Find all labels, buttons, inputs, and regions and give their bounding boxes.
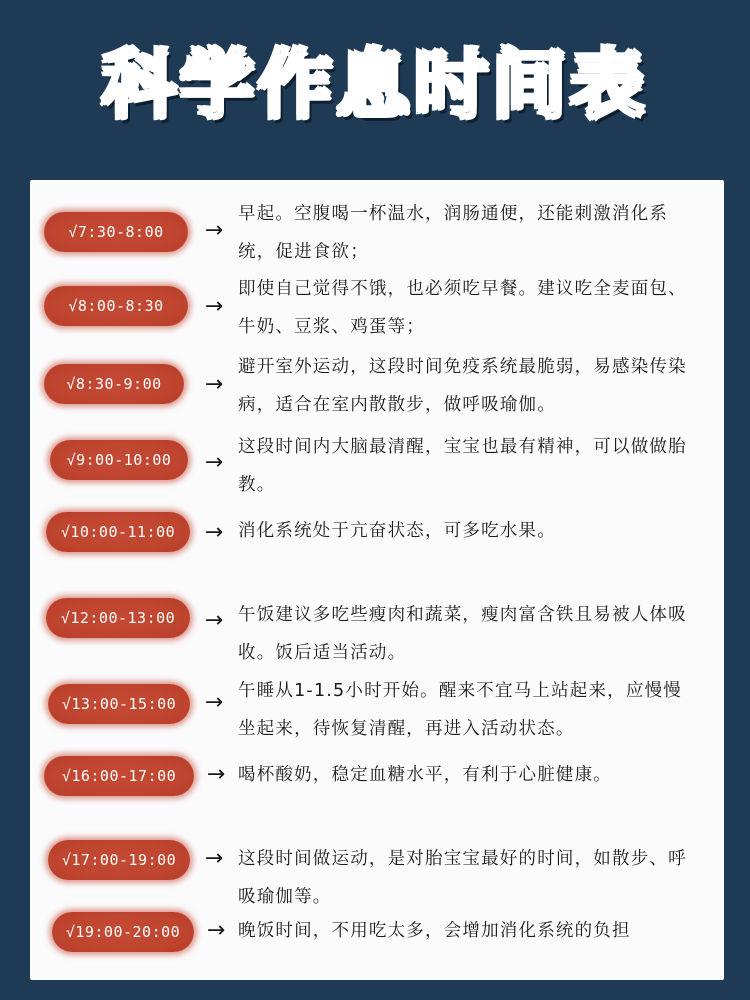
schedule-text: 消化系统处于亢奋状态，可多吃水果。	[238, 521, 556, 541]
time-badge: √8:00-8:30	[44, 286, 188, 326]
arrow-right-icon: →	[204, 218, 224, 243]
time-badge: √9:00-10:00	[50, 440, 188, 480]
arrow-right-icon: →	[204, 450, 224, 475]
schedule-text: 午睡从1-1.5小时开始。醒来不宜马上站起来，应慢慢坐起来，待恢复清醒，再进入活动状态。	[238, 681, 682, 739]
time-badge: √13:00-15:00	[48, 684, 190, 724]
schedule-text: 晚饭时间，不用吃太多，会增加消化系统的负担	[238, 921, 631, 941]
arrow-right-icon: →	[204, 608, 224, 633]
arrow-right-icon: →	[204, 520, 224, 545]
schedule-text: 这段时间做运动，是对胎宝宝最好的时间，如散步、呼吸瑜伽等。	[238, 849, 687, 907]
schedule-text: 即使自己觉得不饿，也必须吃早餐。建议吃全麦面包、牛奶、豆浆、鸡蛋等；	[238, 279, 687, 337]
arrow-right-icon: →	[204, 846, 224, 871]
time-badge: √8:30-9:00	[44, 364, 184, 404]
time-badge: √16:00-17:00	[44, 756, 194, 796]
arrow-right-icon: →	[204, 372, 224, 397]
time-badge: √19:00-20:00	[52, 912, 194, 952]
schedule-text: 喝杯酸奶，稳定血糖水平，有利于心脏健康。	[238, 765, 612, 785]
schedule-card	[30, 180, 724, 980]
schedule-text: 午饭建议多吃些瘦肉和蔬菜，瘦肉富含铁且易被人体吸收。饭后适当活动。	[238, 605, 687, 663]
arrow-right-icon: →	[204, 690, 224, 715]
arrow-right-icon: →	[206, 918, 226, 943]
arrow-right-icon: →	[204, 294, 224, 319]
time-badge: √7:30-8:00	[44, 212, 188, 252]
schedule-text: 早起。空腹喝一杯温水，润肠通便，还能刺激消化系统，促进食欲；	[238, 204, 669, 262]
schedule-text: 这段时间内大脑最清醒，宝宝也最有精神，可以做做胎教。	[238, 437, 687, 495]
time-badge: √12:00-13:00	[46, 598, 190, 638]
time-badge: √17:00-19:00	[48, 840, 190, 880]
schedule-text: 避开室外运动，这段时间免疫系统最脆弱，易感染传染病，适合在室内散散步，做呼吸瑜伽。	[238, 357, 687, 415]
page-title: 科学作息时间表	[102, 42, 648, 128]
time-badge: √10:00-11:00	[46, 512, 190, 552]
arrow-right-icon: →	[206, 762, 226, 787]
